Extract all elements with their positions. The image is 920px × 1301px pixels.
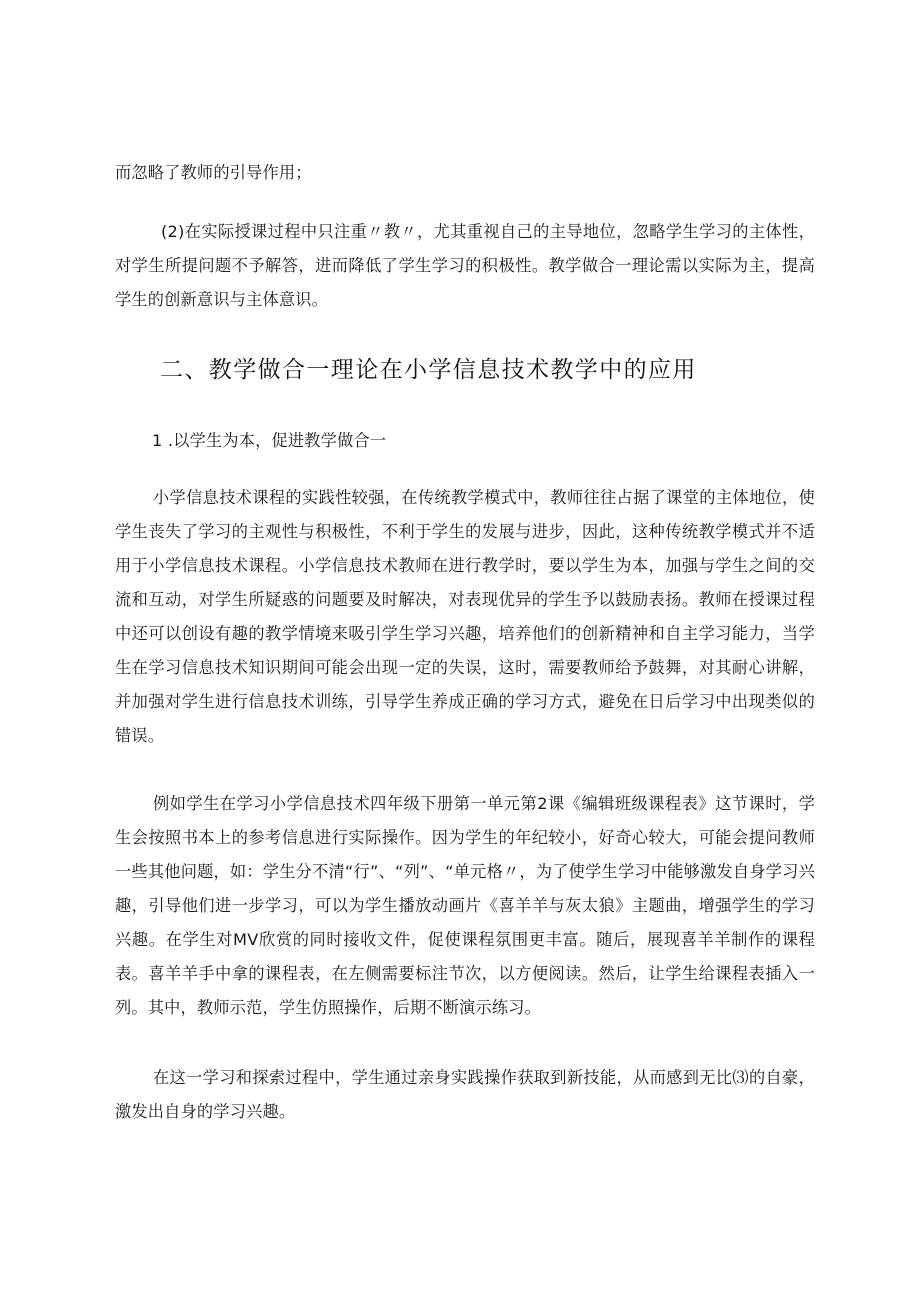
paragraph-student-centered: 小学信息技术课程的实践性较强，在传统教学模式中，教师往往占据了课堂的主体地位，使学生丧失了学习的主观性与积极性，不利于学生的发展与进步，因此，这种传统教学模式并不适用于小学信息技术课程。小学信息技术教师在进行教学时，要以学生为本，加强与学生之间的交流和互动，对学生所疑惑的问题要及时解决，对表现优异的学生予以鼓励表扬。教师在授课过程中还可以创设有趣的教学情境来吸引学生学习兴趣，培养他们的创新精神和自主学习能力，当学生在学习信息技术知识期间可能会出现一定的失误，这时，需要教师给予鼓舞，对其耐心讲解，并加强对学生进行信息技术训练，引导学生养成正确的学习方式，避免在日后学习中出现类似的错误。 — [115, 488, 815, 745]
section-heading: 二、教学做合一理论在小学信息技术教学中的应用 — [160, 357, 697, 383]
paragraph-point-2: (2)在实际授课过程中只注重〃教〃，尤其重视自己的主导地位，忽略学生学习的主体性，对学生所提问题不予解答，进而降低了学生学习的积极性。教学做合一理论需以实际为主，提高学生的创新意识与主体意识。 — [115, 222, 815, 309]
subheading-1: 1 .以学生为本，促进教学做合一 — [152, 431, 387, 450]
paragraph-example: 例如学生在学习小学信息技术四年级下册第一单元第2课《编辑班级课程表》这节课时，学生会按照书本上的参考信息进行实际操作。因为学生的年纪较小，好奇心较大，可能会提问教师一些其他问题，如：学生分不清“行”、“列”、“单元格〃，为了使学生学习中能够激发自身学习兴趣，引导他们进一步学习，可以为学生播放动画片《喜羊羊与灰太狼》主题曲，增强学生的学习兴趣。在学生对MV欣赏的同时接收文件，促使课程氛围更丰富。随后，展现喜羊羊制作的课程表。喜羊羊手中拿的课程表，在左侧需要标注节次，以方便阅读。然后，让学生给课程表插入一列。其中，教师示范，学生仿照操作，后期不断演示练习。 — [115, 794, 815, 1017]
paragraph-conclusion: 在这一学习和探索过程中，学生通过亲身实践操作获取到新技能，从而感到无比⑶的自豪，激发出自身的学习兴趣。 — [115, 1068, 815, 1121]
paragraph-continuation: 而忽略了教师的引导作用； — [115, 163, 312, 182]
